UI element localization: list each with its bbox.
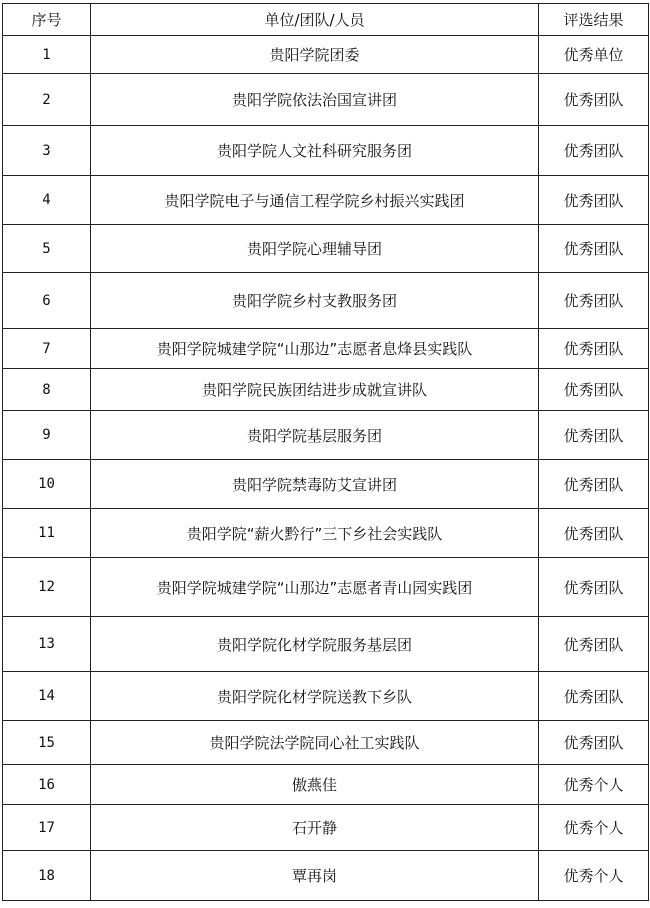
row-result: 优秀团队 <box>539 558 649 617</box>
row-result: 优秀单位 <box>539 36 649 74</box>
row-result: 优秀团队 <box>539 460 649 509</box>
results-table <box>2 3 649 901</box>
row-result: 优秀团队 <box>539 225 649 273</box>
row-number: 17 <box>3 805 91 851</box>
row-result: 优秀个人 <box>539 851 649 901</box>
table-row <box>3 369 649 411</box>
row-name: 贵阳学院法学院同心社工实践队 <box>91 721 539 765</box>
row-number: 4 <box>3 176 91 225</box>
row-number: 8 <box>3 369 91 411</box>
row-number: 6 <box>3 273 91 329</box>
header-number: 序号 <box>3 4 91 36</box>
row-result: 优秀团队 <box>539 329 649 369</box>
row-name: 覃再岗 <box>91 851 539 901</box>
table-row <box>3 176 649 225</box>
row-result: 优秀团队 <box>539 273 649 329</box>
row-name: 贵阳学院禁毒防艾宣讲团 <box>91 460 539 509</box>
row-number: 9 <box>3 411 91 460</box>
row-number: 11 <box>3 509 91 558</box>
row-name: 贵阳学院基层服务团 <box>91 411 539 460</box>
table-row <box>3 509 649 558</box>
row-name: 贵阳学院城建学院“山那边”志愿者青山园实践团 <box>91 558 539 617</box>
row-result: 优秀团队 <box>539 369 649 411</box>
header-unit: 单位/团队/人员 <box>91 4 539 36</box>
row-name: 贵阳学院民族团结进步成就宣讲队 <box>91 369 539 411</box>
row-number: 15 <box>3 721 91 765</box>
table-row <box>3 672 649 721</box>
row-number: 1 <box>3 36 91 74</box>
row-number: 7 <box>3 329 91 369</box>
row-result: 优秀团队 <box>539 721 649 765</box>
row-number: 5 <box>3 225 91 273</box>
header-result: 评选结果 <box>539 4 649 36</box>
table-row <box>3 805 649 851</box>
table-row <box>3 617 649 672</box>
row-name: 贵阳学院依法治国宣讲团 <box>91 74 539 126</box>
row-name: 贵阳学院心理辅导团 <box>91 225 539 273</box>
row-result: 优秀团队 <box>539 176 649 225</box>
row-number: 16 <box>3 765 91 805</box>
row-number: 13 <box>3 617 91 672</box>
row-name: 贵阳学院人文社科研究服务团 <box>91 126 539 176</box>
row-name: 傲燕佳 <box>91 765 539 805</box>
table-row <box>3 558 649 617</box>
row-name: 贵阳学院乡村支教服务团 <box>91 273 539 329</box>
table-row <box>3 460 649 509</box>
table-row <box>3 851 649 901</box>
row-name: 贵阳学院化材学院送教下乡队 <box>91 672 539 721</box>
row-result: 优秀团队 <box>539 126 649 176</box>
row-name: 贵阳学院电子与通信工程学院乡村振兴实践团 <box>91 176 539 225</box>
row-result: 优秀团队 <box>539 411 649 460</box>
table-row <box>3 411 649 460</box>
table-row <box>3 225 649 273</box>
table-row <box>3 126 649 176</box>
row-number: 3 <box>3 126 91 176</box>
row-result: 优秀团队 <box>539 74 649 126</box>
table-row <box>3 74 649 126</box>
table-row <box>3 721 649 765</box>
row-result: 优秀个人 <box>539 805 649 851</box>
row-number: 18 <box>3 851 91 901</box>
row-result: 优秀个人 <box>539 765 649 805</box>
table-row <box>3 765 649 805</box>
table-row <box>3 273 649 329</box>
table-row <box>3 36 649 74</box>
row-name: 贵阳学院城建学院“山那边”志愿者息烽县实践队 <box>91 329 539 369</box>
row-result: 优秀团队 <box>539 672 649 721</box>
row-name: 石开静 <box>91 805 539 851</box>
row-name: 贵阳学院化材学院服务基层团 <box>91 617 539 672</box>
row-number: 10 <box>3 460 91 509</box>
row-name: 贵阳学院团委 <box>91 36 539 74</box>
row-number: 14 <box>3 672 91 721</box>
row-number: 2 <box>3 74 91 126</box>
row-result: 优秀团队 <box>539 617 649 672</box>
table-header-row <box>3 4 649 36</box>
table-row <box>3 329 649 369</box>
row-result: 优秀团队 <box>539 509 649 558</box>
row-name: 贵阳学院“薪火黔行”三下乡社会实践队 <box>91 509 539 558</box>
row-number: 12 <box>3 558 91 617</box>
